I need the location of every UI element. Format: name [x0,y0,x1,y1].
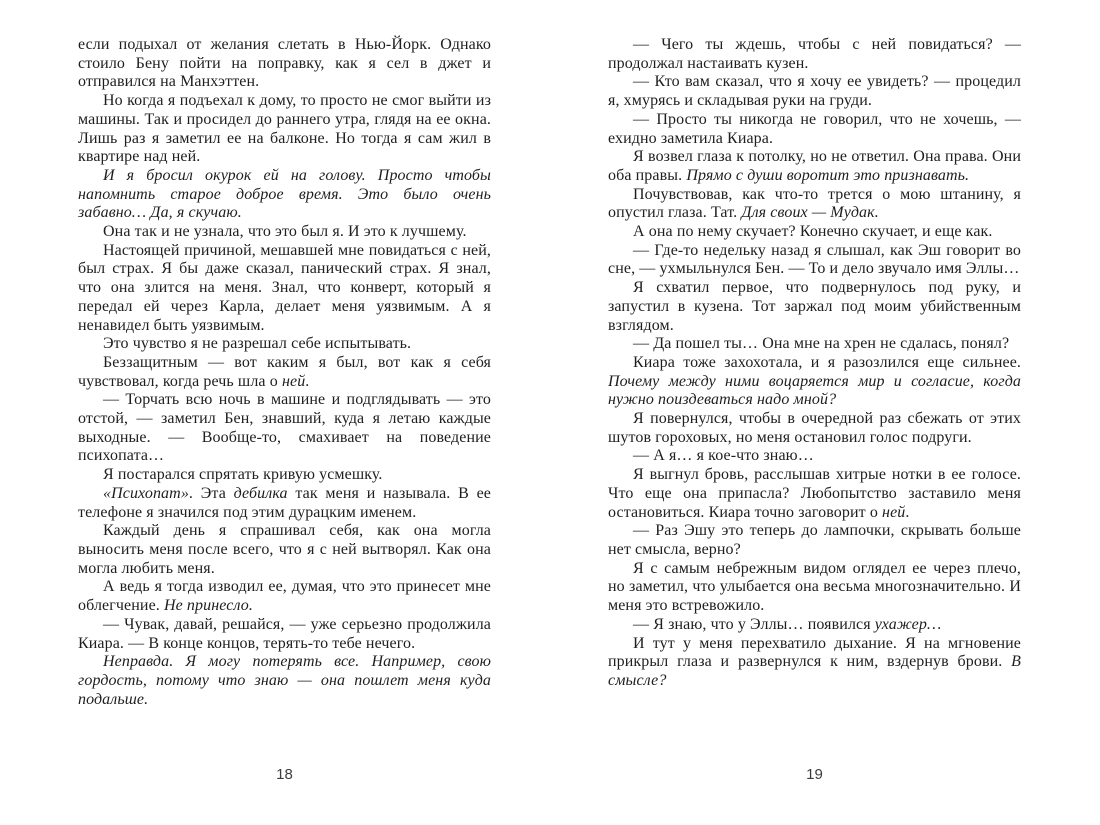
text-run: — Чего ты ждешь, чтобы с ней повидаться? — продолжал настаивать кузен. [608,36,1021,72]
text-run: Настоящей причиной, мешавшей мне повидаться с ней, был страх. Я бы даже сказал, панический страх. Я знал, что она злится на меня. Знал, что конверт, который я передал ей через Карла, делает меня уязвимым. А я ненавидел быть уязвимым. [78,241,491,334]
text-run: — Да пошел ты… Она мне на хрен не сдалась, понял? [633,335,1010,353]
paragraph [608,635,1021,691]
paragraph [78,223,491,242]
page-left-text-column [78,36,491,709]
italic-text-run: ней [882,503,906,521]
text-run: Каждый день я спрашивал себя, как она могла выносить меня после всего, что я с ней вытворял. Как она могла любить меня. [78,522,491,577]
text-run: Я схватил первое, что подвернулось под руку, и запустил в кузена. Тот заржал под моим убийственным взглядом. [608,279,1021,334]
paragraph [608,447,1021,466]
text-run: так меня и называла. В ее телефоне я значился под этим дурацким именем. [78,484,492,521]
text-run: Почувствовав, как что-то трется о мою штанину, я опустил глаза. Тат. [608,185,1021,222]
text-run: Беззащитным — вот каким я был, вот как я себя чувствовал, когда речь шла о [78,353,491,390]
text-run: Я постарался спрятать кривую усмешку. [103,466,383,484]
page-number-left: 18 [276,766,293,783]
paragraph [608,466,1021,522]
paragraph [608,186,1021,223]
paragraph [78,36,491,92]
italic-text-run: «Психопат» [103,484,189,502]
text-run: Она так и не узнала, что это был я. И это к лучшему. [103,223,467,241]
paragraph [78,335,491,354]
text-run: . Эта [188,484,234,502]
text-run: если подыхал от желания слетать в Нью-Йорк. Однако стоило Бену пойти на поправку, как я сел в джет и отправился на Манхэттен. [78,36,491,91]
italic-text-run: Неправда. Я могу потерять все. Например, свою гордость, потому что знаю — она пошлет меня куда подальше. [78,653,491,708]
paragraph [608,148,1021,185]
italic-text-run: дебилка [233,484,288,502]
paragraph [78,653,491,709]
text-run: — Торчать всю ночь в машине и подглядывать — это отстой, — заметил Бен, знавший, куда я летаю каждые выходные. — Вообще-то, смахивает на поведение психопата… [78,391,491,465]
text-run: Киара тоже захохотала, и я разозлился еще сильнее. [633,353,1021,371]
text-run: Но когда я подъехал к дому, то просто не смог выйти из машины. Так и просидел до раннего утра, глядя на ее окна. Лишь раз я заметил ее на балконе. Но тогда я сам жил в квартире над ней. [78,92,491,166]
page-number-right: 19 [806,766,823,783]
italic-text-run: Для своих — Мудак. [741,204,879,222]
text-run: — Чувак, давай, решайся, — уже серьезно продолжила Киара. — В конце концов, терять-то тебе нечего. [78,615,491,652]
italic-text-run: ней [281,372,306,390]
text-run: — А я… я кое-что знаю… [633,447,814,465]
text-run: — Где-то недельку назад я слышал, как Эш говорит во сне, — ухмыльнулся Бен. — То и дело звучало имя Эллы… [608,241,1021,278]
paragraph [78,354,491,391]
paragraph [78,616,491,653]
text-run: Я повернулся, чтобы в очередной раз сбежать от этих шутов гороховых, но меня остановил голос подруги. [608,410,1021,446]
italic-text-run: И я бросил окурок ей на голову. Просто чтобы напомнить старое доброе время. Это было очень забавно… Да, я скучаю. [78,166,491,222]
text-run: — Просто ты никогда не говорил, что не хочешь, — ехидно заметила Киара. [608,110,1021,147]
paragraph [78,522,491,578]
text-run: — Кто вам сказал, что я хочу ее увидеть? — процедил я, хмурясь и складывая руки на груди. [608,73,1021,110]
paragraph [78,167,491,223]
text-run: И тут у меня перехватило дыхание. Я на мгновение прикрыл глаза и развернулся к ним, вздернув брови. [608,634,1021,671]
italic-text-run: Не принесло. [163,597,253,615]
text-run: — Раз Эшу это теперь до лампочки, скрывать больше нет смысла, верно? [608,522,1021,558]
paragraph [78,242,491,336]
text-run: А она по нему скучает? Конечно скучает, и еще как. [633,223,993,241]
italic-text-run: ухажер… [874,615,942,633]
paragraph [608,410,1021,447]
italic-text-run: Прямо с души воротит это признавать. [686,166,970,184]
paragraph [608,36,1021,73]
italic-text-run: Почему между ними воцаряется мир и согласие, когда нужно поиздеваться надо мной? [608,372,1021,409]
text-run: Я выгнул бровь, расслышав хитрые нотки в ее голосе. Что еще она припасла? Любопытство заставило меня остановиться. Киара точно заговорит о [608,466,1021,521]
text-run: Я возвел глаза к потолку, но не ответил. Она права. Они оба правы. [608,148,1021,184]
text-run: Это чувство я не разрешал себе испытывать. [103,335,412,353]
paragraph [608,111,1021,148]
paragraph [608,73,1021,110]
paragraph [78,92,491,167]
paragraph [608,522,1021,559]
paragraph [608,242,1021,279]
text-run: А ведь я тогда изводил ее, думая, что это принесет мне облегчение. [78,578,491,615]
text-run: Я с самым небрежным видом оглядел ее через плечо, но заметил, что улыбается она весьма многозначительно. И меня это встревожило. [608,559,1021,615]
paragraph [608,560,1021,616]
paragraph [608,335,1021,354]
text-run: . [305,372,310,390]
paragraph [78,466,491,485]
text-run: — Я знаю, что у Эллы… появился [633,615,875,633]
text-run: . [905,503,910,521]
paragraph [608,616,1021,635]
italic-text-run: В смысле? [608,653,1021,689]
paragraph [608,279,1021,335]
paragraph [78,578,491,615]
page-right-text-column [608,36,1021,691]
paragraph [608,223,1021,242]
paragraph [78,485,491,522]
paragraph [78,391,491,466]
paragraph [608,354,1021,410]
